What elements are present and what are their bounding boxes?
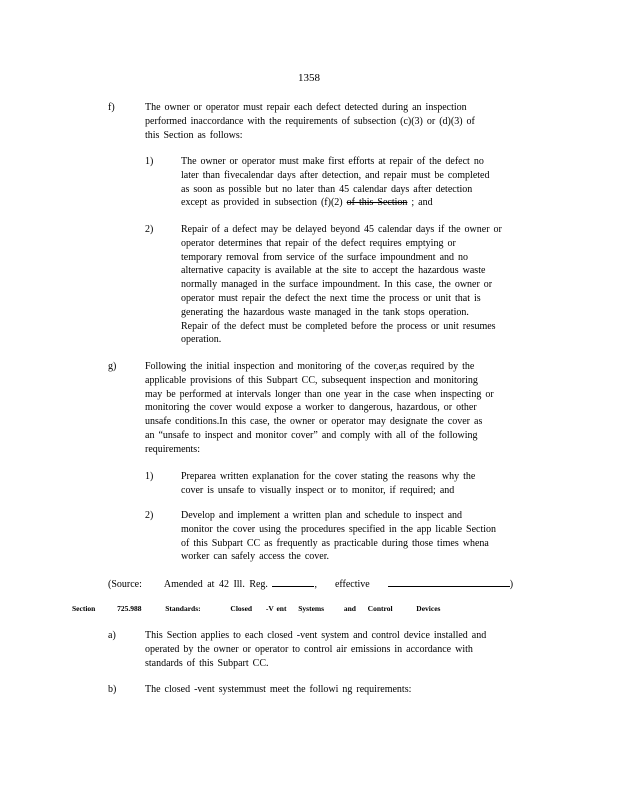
subsection-f-label: f) bbox=[108, 102, 115, 113]
text-line: The closed -vent systemmust meet the followi ng requirements: bbox=[145, 684, 412, 695]
text-line: The owner or operator must make first efforts at repair of the defect no bbox=[181, 156, 484, 167]
text-line: Repair of a defect may be delayed beyond 45 calendar days if the owner or bbox=[181, 224, 502, 235]
item-f2-text bbox=[181, 223, 539, 347]
section-title-part: and bbox=[343, 604, 356, 613]
section-title-part: Systems bbox=[298, 604, 325, 613]
item-f1-label: 1) bbox=[145, 156, 154, 167]
section-title-part: -V ent bbox=[265, 604, 287, 613]
text-line: The owner or operator must repair each defect detected during an inspection bbox=[145, 102, 467, 113]
text-line: unsafe conditions.In this case, the owner or operator may designate the cover as bbox=[145, 416, 483, 428]
section-word: Section bbox=[72, 604, 96, 613]
text-line: of this Subpart CC as frequently as practicable during those times whena bbox=[181, 537, 489, 549]
text-line: may be performed at intervals longer than one year in the case when inspecting or bbox=[145, 388, 494, 400]
text-line: operation. bbox=[181, 334, 222, 346]
subsection-f-text bbox=[145, 101, 527, 142]
text-line: as soon as possible but no later than 45 calendar days after detection bbox=[181, 183, 473, 195]
section-title-part: Standards: bbox=[165, 604, 201, 613]
effective-date-blank bbox=[388, 576, 510, 587]
text-line: performed inaccordance with the requirements of subsection (c)(3) or (d)(3) of bbox=[145, 115, 475, 127]
item-g1-label: 1) bbox=[145, 471, 154, 482]
text-line: temporary removal from service of the surface impoundment and no bbox=[181, 251, 469, 263]
item-g2-text bbox=[181, 509, 533, 564]
text-line: an “unsafe to inspect and monitor cover” and comply with all of the following bbox=[145, 429, 478, 441]
text-line: cover is unsafe to visually inspect or to monitor, if required; and bbox=[181, 484, 455, 496]
item-g1-text bbox=[181, 470, 521, 498]
text-line: Preparea written explanation for the cover stating the reasons why the bbox=[181, 471, 476, 482]
text-segment: ; and bbox=[411, 197, 433, 209]
subsection-b-label: b) bbox=[108, 684, 117, 695]
text-line: Repair of the defect must be completed before the process or unit resumes bbox=[181, 320, 496, 332]
text-line: operated by the owner or operator to control air emissions in accordance with bbox=[145, 643, 473, 655]
text-line: Develop and implement a written plan and schedule to inspect and bbox=[181, 510, 463, 521]
subsection-g-text bbox=[145, 360, 541, 457]
section-title-part: Control bbox=[367, 604, 393, 613]
page-number: 1358 bbox=[298, 72, 320, 84]
text-line: This Section applies to each closed -vent system and control device installed and bbox=[145, 630, 487, 641]
text-line bbox=[181, 196, 521, 210]
text-line: later than fivecalendar days after detection, and repair must be completed bbox=[181, 169, 490, 181]
section-title-part: Devices bbox=[416, 604, 441, 613]
text-line: monitor the cover using the procedures specified in the app licable Section bbox=[181, 523, 497, 535]
item-f1-text bbox=[181, 155, 521, 210]
text-line: requirements: bbox=[145, 443, 200, 455]
source-effective: effective bbox=[334, 579, 370, 590]
source-close: ) bbox=[509, 579, 514, 590]
text-line: alternative capacity is available at the site to accept the hazardous waste bbox=[181, 265, 486, 277]
section-number: 725.988 bbox=[117, 604, 142, 613]
source-comma: , bbox=[314, 579, 317, 590]
text-line: generating the hazardous waste managed in the tank stops operation. bbox=[181, 306, 469, 318]
subsection-a-text bbox=[145, 629, 531, 670]
text-segment: except as provided in subsection (f)(2) bbox=[181, 197, 343, 209]
text-line: applicable provisions of this Subpart CC, subsequent inspection and monitoring bbox=[145, 374, 478, 386]
text-line: Following the initial inspection and monitoring of the cover,as required by the bbox=[145, 361, 475, 372]
text-line: monitoring the cover would expose a worker to dangerous, hazardous, or other bbox=[145, 402, 477, 414]
text-line: operator must repair the defect the next time the process or unit that is bbox=[181, 292, 481, 304]
text-line: normally managed in the surface impoundment. In this case, the owner or bbox=[181, 279, 493, 291]
text-line: standards of this Subpart CC. bbox=[145, 657, 269, 669]
subsection-g-label: g) bbox=[108, 361, 117, 372]
item-g2-label: 2) bbox=[145, 510, 154, 521]
register-blank bbox=[272, 576, 314, 587]
source-amended: Amended at 42 Ill. Reg. bbox=[163, 579, 268, 590]
text-line: this Section as follows: bbox=[145, 129, 243, 141]
text-line: operator determines that repair of the defect requires emptying or bbox=[181, 237, 456, 249]
section-heading bbox=[72, 604, 440, 613]
subsection-a-label: a) bbox=[108, 630, 116, 641]
struck-text: of this Section bbox=[346, 197, 408, 209]
item-f2-label: 2) bbox=[145, 224, 154, 235]
source-prefix: (Source: bbox=[108, 579, 142, 590]
subsection-b-text bbox=[145, 683, 445, 697]
section-title-part: Closed bbox=[230, 604, 253, 613]
text-line: worker can safely access the cover. bbox=[181, 551, 329, 563]
source-note bbox=[108, 576, 513, 592]
